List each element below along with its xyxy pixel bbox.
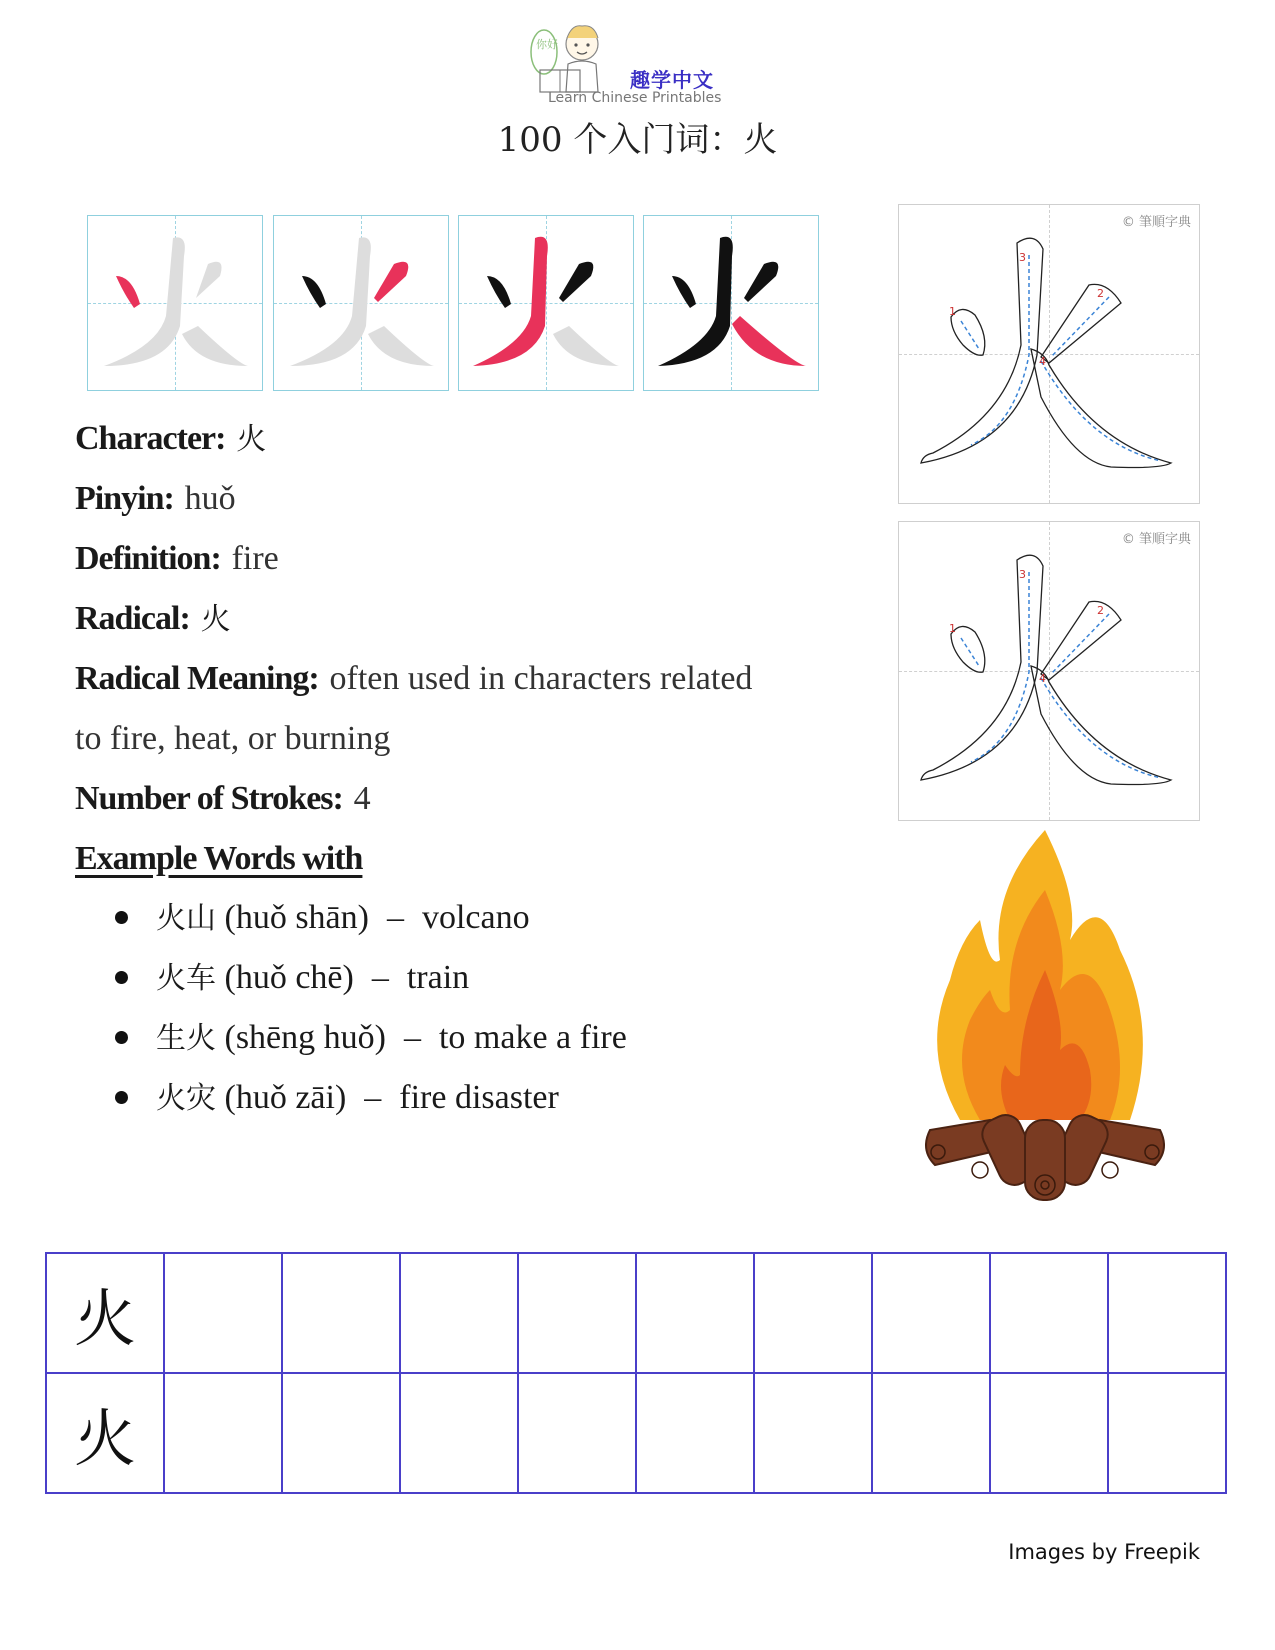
strokes-value: 4	[353, 780, 371, 817]
example-meaning: to make a fire	[438, 1019, 627, 1056]
definition-line	[75, 538, 279, 579]
example-meaning: fire disaster	[399, 1079, 559, 1116]
example-item	[115, 898, 530, 939]
logo-badge-text: 你好	[536, 38, 558, 51]
campfire-illustration	[920, 830, 1170, 1210]
practice-cell	[636, 1253, 754, 1373]
model-cell: 火	[46, 1373, 164, 1493]
stroke-step-3	[458, 215, 634, 391]
practice-cell	[754, 1253, 872, 1373]
stroke-number: 4	[1039, 672, 1046, 685]
practice-cell	[872, 1373, 990, 1493]
practice-cell	[872, 1253, 990, 1373]
example-dash: –	[364, 1079, 382, 1116]
brand-chinese: 趣学中文	[630, 68, 714, 92]
stroke-number: 2	[1097, 604, 1104, 617]
radical-value: 火	[200, 602, 231, 637]
brand-english: Learn Chinese Printables	[548, 90, 722, 106]
practice-cell	[518, 1373, 636, 1493]
image-credit: Images by Freepik	[1008, 1540, 1200, 1564]
practice-grid	[45, 1252, 1227, 1494]
strokes-label: Number of Strokes:	[75, 780, 343, 817]
stroke-number: 4	[1039, 355, 1046, 368]
bullet-dot	[115, 911, 128, 924]
example-word: 生火	[156, 1021, 216, 1056]
radical-meaning-line-2	[75, 718, 390, 759]
stroke-step-2	[273, 215, 449, 391]
radical-line	[75, 598, 231, 640]
logo	[520, 12, 760, 107]
stroke-step-4	[643, 215, 819, 391]
definition-label: Definition:	[75, 540, 221, 577]
example-item	[115, 958, 469, 999]
example-pinyin: (shēng huǒ)	[224, 1019, 386, 1056]
practice-cell	[754, 1373, 872, 1493]
example-meaning: volcano	[421, 899, 530, 936]
page-title: 100 个入门词：火	[497, 120, 778, 160]
character-value: 火	[236, 422, 267, 457]
example-pinyin: (huǒ chē)	[224, 959, 354, 996]
example-item	[115, 1078, 559, 1119]
examples-heading-line	[75, 838, 362, 879]
radical-meaning-line	[75, 658, 752, 699]
practice-cell	[990, 1253, 1108, 1373]
stroke-number: 1	[949, 305, 956, 318]
example-word: 火车	[156, 961, 216, 996]
practice-cell	[1108, 1373, 1226, 1493]
stroke-step-1	[87, 215, 263, 391]
example-dash: –	[371, 959, 389, 996]
stroke-number: 3	[1019, 251, 1026, 264]
practice-row	[46, 1373, 1226, 1493]
practice-cell	[282, 1373, 400, 1493]
example-word: 火灾	[156, 1081, 216, 1116]
example-dash: –	[386, 899, 404, 936]
bullet-dot	[115, 1031, 128, 1044]
stroke-direction-diagram	[898, 521, 1200, 821]
diagram-copyright: © 筆順字典	[1121, 532, 1191, 547]
example-pinyin: (huǒ zāi)	[224, 1079, 347, 1116]
stroke-number: 2	[1097, 287, 1104, 300]
diagram-copyright: © 筆順字典	[1121, 215, 1191, 230]
bullet-dot	[115, 971, 128, 984]
practice-cell	[400, 1253, 518, 1373]
practice-cell	[282, 1253, 400, 1373]
bullet-dot	[115, 1091, 128, 1104]
radical-meaning-value-2: to fire, heat, or burning	[75, 720, 391, 757]
practice-cell	[1108, 1253, 1226, 1373]
pinyin-value: huǒ	[184, 480, 236, 517]
definition-value: fire	[231, 540, 279, 577]
strokes-line	[75, 778, 371, 819]
practice-cell	[164, 1373, 282, 1493]
practice-row	[46, 1253, 1226, 1373]
examples-heading: Example Words with	[75, 840, 363, 877]
character-line	[75, 418, 266, 460]
example-word: 火山	[156, 901, 216, 936]
practice-cell	[990, 1373, 1108, 1493]
practice-cell	[164, 1253, 282, 1373]
example-pinyin: (huǒ shān)	[224, 899, 369, 936]
stroke-number: 3	[1019, 568, 1026, 581]
pinyin-label: Pinyin:	[75, 480, 174, 517]
radical-meaning-label: Radical Meaning:	[75, 660, 319, 697]
stroke-direction-diagram	[898, 204, 1200, 504]
practice-cell	[518, 1253, 636, 1373]
stroke-number: 1	[949, 622, 956, 635]
pinyin-line	[75, 478, 236, 519]
radical-label: Radical:	[75, 600, 190, 637]
model-cell: 火	[46, 1253, 164, 1373]
practice-cell	[400, 1373, 518, 1493]
example-dash: –	[403, 1019, 421, 1056]
example-item	[115, 1018, 627, 1059]
character-label: Character:	[75, 420, 226, 457]
radical-meaning-value-1: often used in characters related	[329, 660, 753, 697]
example-meaning: train	[406, 959, 470, 996]
practice-cell	[636, 1373, 754, 1493]
